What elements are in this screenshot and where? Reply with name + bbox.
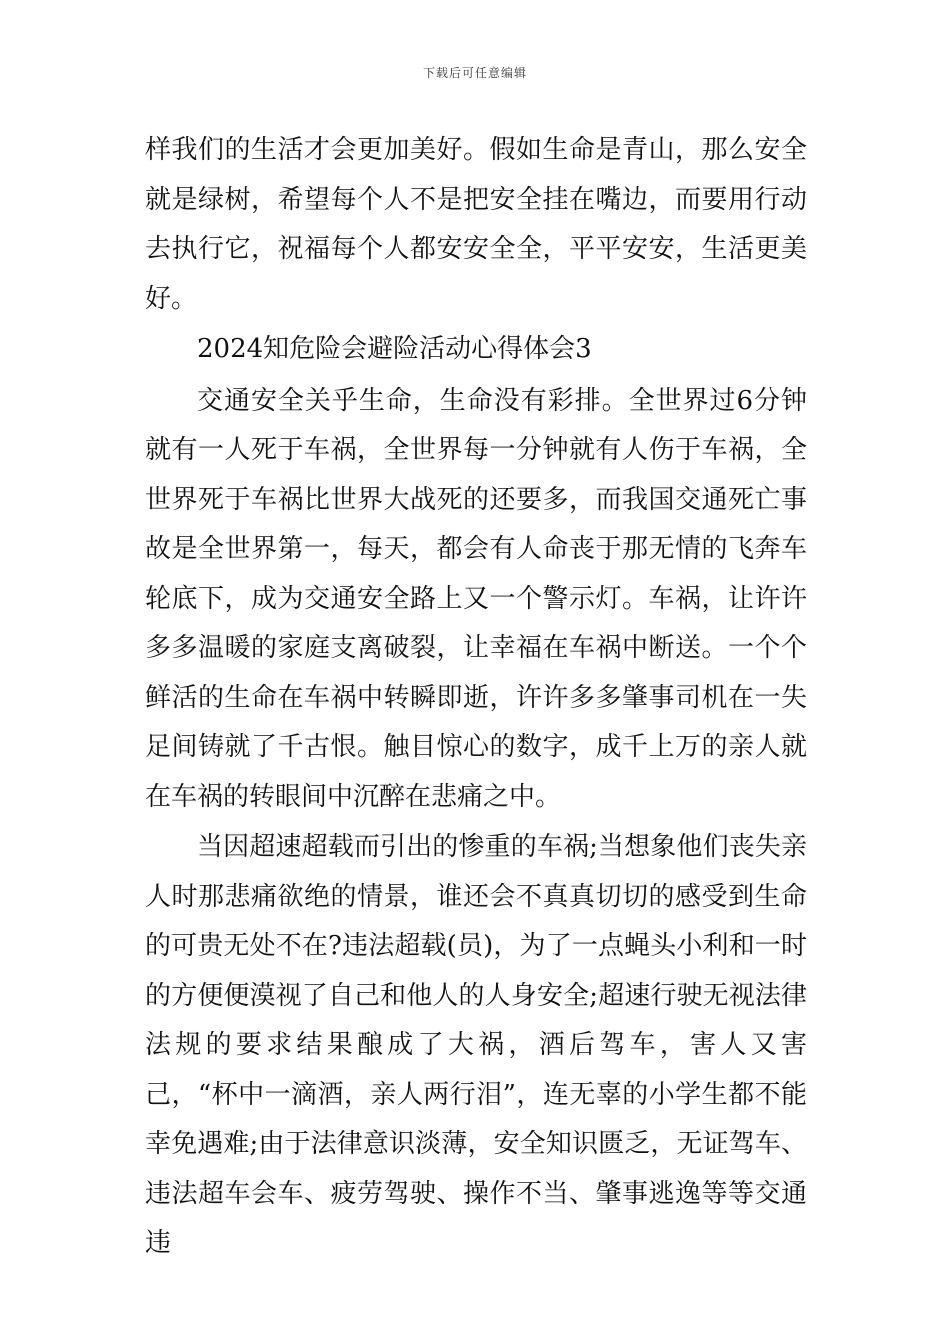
paragraph-continuation: 样我们的生活才会更加美好。假如生命是青山，那么安全就是绿树，希望每个人不是把安全挂在嘴边，而要用行动去执行它，祝福每个人都安安全全，平平安安，生活更美好。 [145, 135, 807, 314]
paragraph-causes: 当因超速超载而引出的惨重的车祸;当想象他们丧失亲人时那悲痛欲绝的情景，谁还会不真真切切的感受到生命的可贵无处不在?违法超载(员)，为了一点蝇头小利和一时的方便便漠视了自己和他人的人身安全;超速行驶无视法律法规的要求结果酿成了大祸，酒后驾车，害人又害己，“杯中一滴酒，亲人两行泪”，连无辜的小学生都不能幸免遇难;由于法律意识淡薄，安全知识匮乏，无证驾车、违法超车会车、疲劳驾驶、操作不当、肇事逃逸等等交通违 [145, 832, 807, 1258]
section-title: 2024知危险会避险活动心得体会3 [197, 334, 592, 364]
paragraph-traffic-safety: 交通安全关乎生命，生命没有彩排。全世界过6分钟就有一人死于车祸，全世界每一分钟就有人伤于车祸，全世界死于车祸比世界大战死的还要多，而我国交通死亡事故是全世界第一，每天，都会有人命丧于那无情的飞奔车轮底下，成为交通安全路上又一个警示灯。车祸，让许许多多温暖的家庭支离破裂，让幸福在车祸中断送。一个个鲜活的生命在车祸中转瞬即逝，许许多多肇事司机在一失足间铸就了千古恨。触目惊心的数字，成千上万的亲人就在车祸的转眼间中沉醉在悲痛之中。 [145, 385, 807, 812]
page-header: 下载后可任意编辑 [422, 66, 527, 80]
document-body [145, 126, 807, 1270]
